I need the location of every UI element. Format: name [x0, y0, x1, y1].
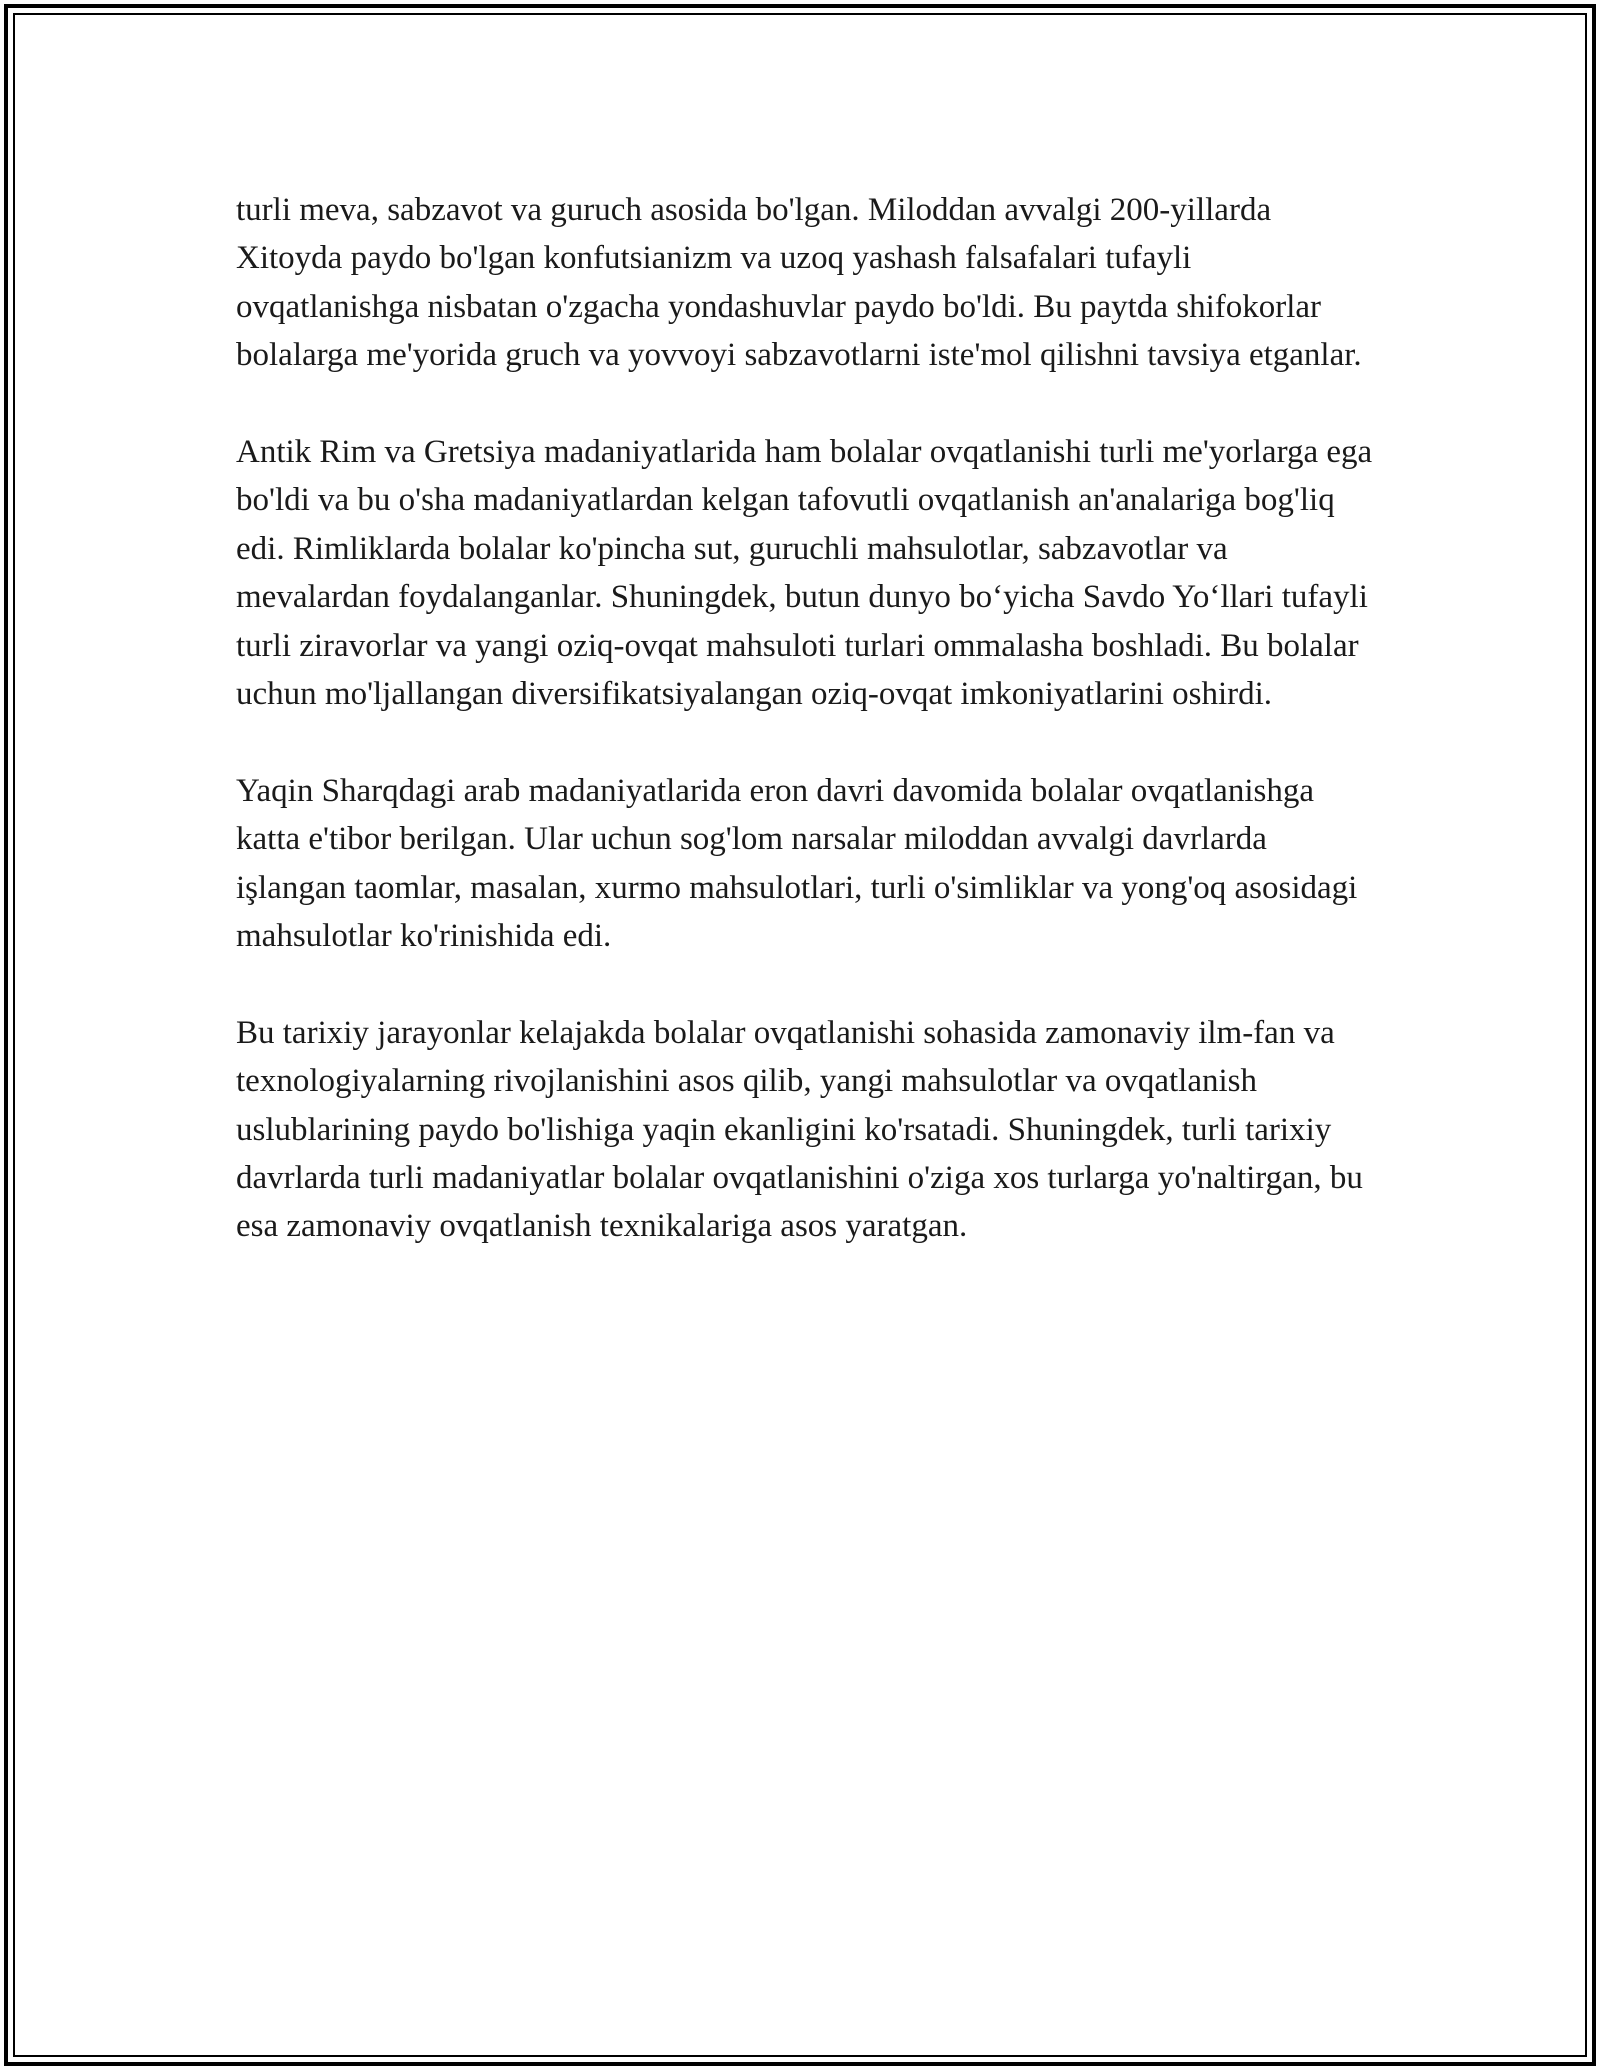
paragraph-3: Yaqin Sharqdagi arab madaniyatlarida eron davri davomida bolalar ovqatlanishga katta e'tibor berilgan. Ular uchun sog'lom narsalar miloddan avvalgi davrlarda işlangan taomlar, masalan, xurmo mahsulotlari, turli o'simliklar va yong'oq asosidagi mahsulotlar ko'rinishida edi. — [236, 772, 1358, 955]
paragraph-1: turli meva, sabzavot va guruch asosida bo'lgan. Miloddan avvalgi 200-yillarda Xitoyda paydo bo'lgan konfutsianizm va uzoq yashash falsafalari tufayli ovqatlanishga nisbatan o'zgacha yondashuvlar paydo bo'ldi. Bu paytda shifokorlar bolalarga me'yorida gruch va yovvoyi sabzavotlarni iste'mol qilishni tavsiya etganlar. — [236, 192, 1362, 374]
document-body — [236, 186, 1376, 1299]
paragraph-2: Antik Rim va Gretsiya madaniyatlarida ham bolalar ovqatlanishi turli me'yorlarga ega bo'ldi va bu o'sha madaniyatlardan kelgan tafovutli ovqatlanish an'analariga bog'liq edi. Rimliklarda bolalar ko'pincha sut, guruchli mahsulotlar, sabzavotlar va mevalardan foydalanganlar. Shuningdek, butun dunyo bo‘yicha Savdo Yo‘llari tufayli turli ziravorlar va yangi oziq-ovqat mahsuloti turlari ommalasha boshladi. Bu bolalar uchun mo'ljallangan diversifikatsiyalangan oziq-ovqat imkoniyatlarini oshirdi. — [236, 434, 1373, 713]
paragraph-4: Bu tarixiy jarayonlar kelajakda bolalar ovqatlanishi sohasida zamonaviy ilm-fan va texnologiyalarning rivojlanishini asos qilib, yangi mahsulotlar va ovqatlanish uslublarining paydo bo'lishiga yaqin ekanligini ko'rsatadi. Shuningdek, turli tarixiy davrlarda turli madaniyatlar bolalar ovqatlanishini o'ziga xos turlarga yo'naltirgan, bu esa zamonaviy ovqatlanish texnikalariga asos yaratgan. — [236, 1014, 1363, 1245]
